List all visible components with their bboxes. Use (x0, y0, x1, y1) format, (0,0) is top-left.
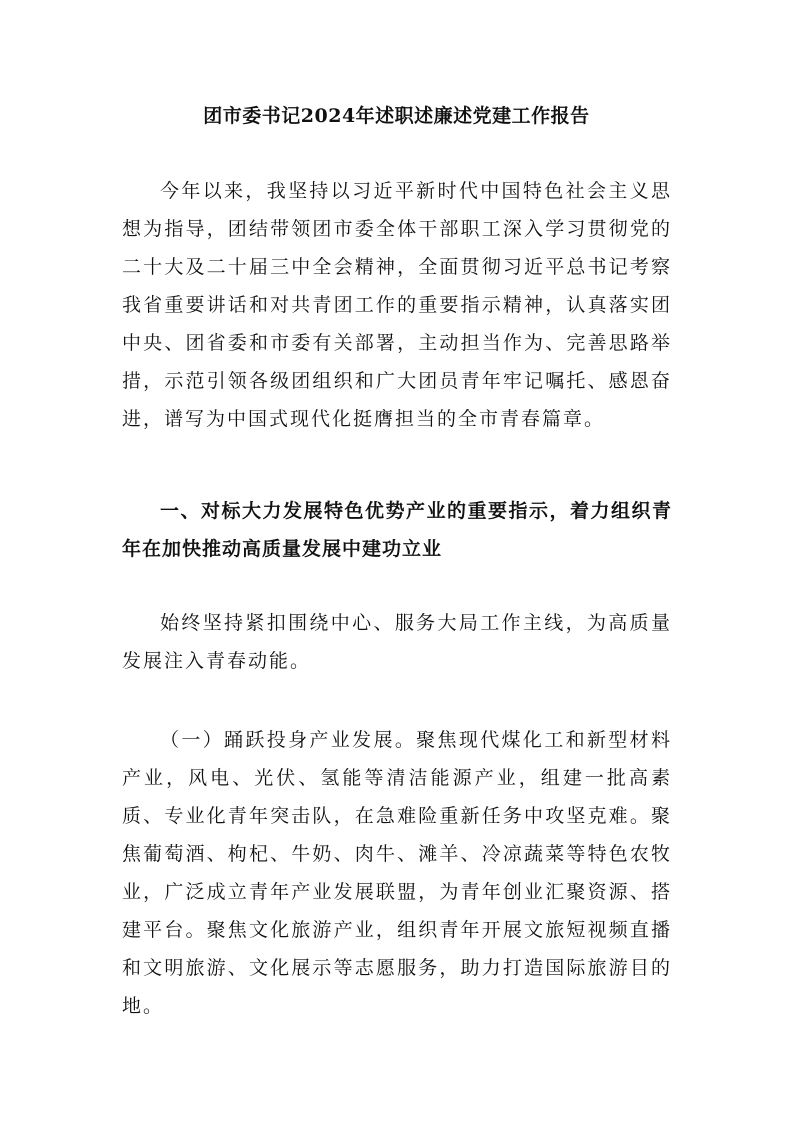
section-paragraph: 始终坚持紧扣围绕中心、服务大局工作主线，为高质量发展注入青春动能。 (122, 612, 672, 672)
section-heading: 一、对标大力发展特色优势产业的重要指示，着力组织青年在加快推动高质量发展中建功立业 (122, 500, 672, 560)
intro-paragraph: 今年以来，我坚持以习近平新时代中国特色社会主义思想为指导，团结带领团市委全体干部职工深入学习贯彻党的二十大及二十届三中全会精神，全面贯彻习近平总书记考察我省重要讲话和对共青团工作的重要指示精神，认真落实团中央、团省委和市委有关部署，主动担当作为、完善思路举措，示范引领各级团组织和广大团员青年牢记嘱托、感恩奋进，谱写为中国式现代化挺膺担当的全市青春篇章。 (122, 180, 672, 430)
document-title: 团市委书记2024年述职述廉述党建工作报告 (203, 105, 590, 127)
subsection-paragraph: （一）踊跃投身产业发展。聚焦现代煤化工和新型材料产业，风电、光伏、氢能等清洁能源产业，组建一批高素质、专业化青年突击队，在急难险重新任务中攻坚克难。聚焦葡萄酒、枸杞、牛奶、肉牛、滩羊、冷凉蔬菜等特色农牧业，广泛成立青年产业发展联盟，为青年创业汇聚资源、搭建平台。聚焦文化旅游产业，组织青年开展文旅短视频直播和文明旅游、文化展示等志愿服务，助力打造国际旅游目的地。 (122, 729, 672, 1017)
